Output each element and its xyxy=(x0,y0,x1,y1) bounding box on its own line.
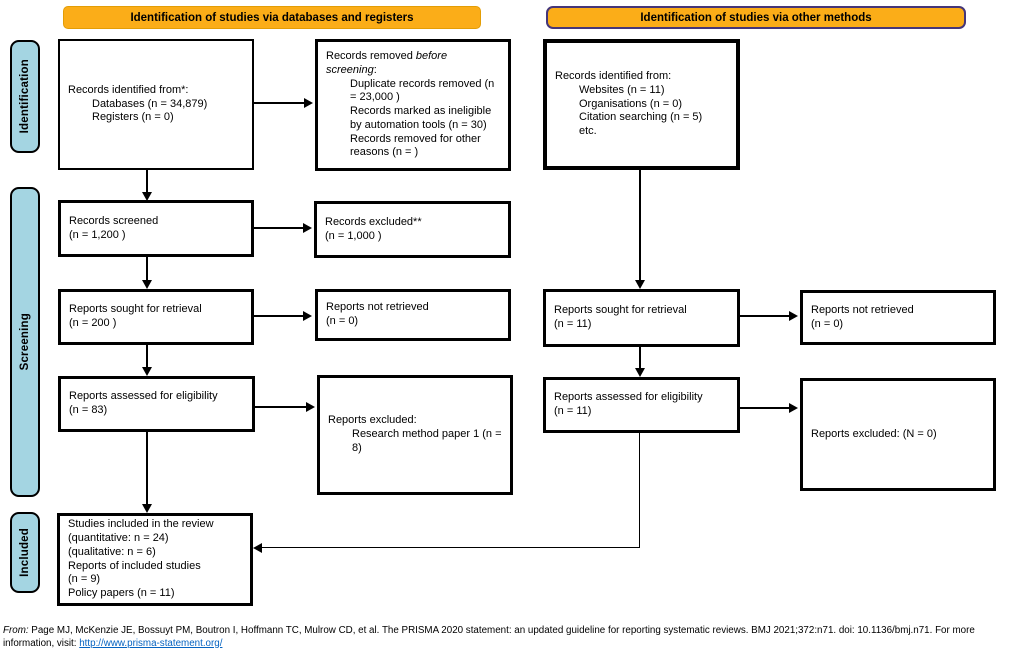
box-line: Reports sought for retrieval xyxy=(69,303,202,316)
box-line: Reports not retrieved xyxy=(326,301,429,314)
box-title: Records identified from: xyxy=(555,70,672,83)
box-line: Reports assessed for eligibility xyxy=(69,390,218,403)
reports-excluded-databases-box xyxy=(317,375,513,495)
studies-included-box xyxy=(57,513,253,606)
header-other-methods xyxy=(546,6,966,29)
box-item: Citation searching (n = 5) xyxy=(579,111,703,124)
arrow-line xyxy=(254,102,305,104)
reports-sought-retrieval-databases-box xyxy=(58,289,254,345)
records-identified-other-box xyxy=(543,39,740,170)
title-text: : xyxy=(373,63,377,76)
box-line: (quantitative: n = 24) xyxy=(68,532,169,544)
box-line: (n = 1,000 ) xyxy=(325,229,382,242)
box-item: Databases (n = 34,879) xyxy=(92,97,208,110)
records-excluded-box xyxy=(314,201,511,258)
box-line: Reports assessed for eligibility xyxy=(554,391,703,404)
box-line: Reports sought for retrieval xyxy=(554,304,687,317)
header-label: Identification of studies via databases and registers xyxy=(130,11,414,24)
box-line: (n = 83) xyxy=(69,404,108,416)
stage-label-screening xyxy=(10,187,40,497)
records-screened-box xyxy=(58,200,254,257)
arrow-line xyxy=(254,227,304,229)
box-item: Websites (n = 11) xyxy=(579,83,665,96)
box-item: Organisations (n = 0) xyxy=(579,97,683,110)
arrow-line xyxy=(254,315,304,317)
records-removed-before-screening-box xyxy=(315,39,511,171)
box-line: (n = 11) xyxy=(554,318,592,330)
box-line: (n = 200 ) xyxy=(69,317,117,329)
footer-citation-text: Page MJ, McKenzie JE, Bossuyt PM, Boutron I, Hoffmann TC, Mulrow CD, et al. The PRISMA 2020 statement: an updated guideline for reporting systematic reviews. BMJ 2021;372:n71. doi: 10.1136/bmj.n71. For more information, visit: xyxy=(3,625,975,649)
title-text: Records removed xyxy=(326,50,416,62)
box-item: Registers (n = 0) xyxy=(92,111,174,124)
box-line: (n = 0) xyxy=(326,315,359,327)
box-line: (n = 11) xyxy=(554,405,592,417)
arrow-head-right xyxy=(306,402,315,412)
arrow-head-down xyxy=(142,367,152,376)
box-line: Records screened xyxy=(69,214,159,227)
box-item: Records removed for other reasons (n = ) xyxy=(350,132,481,159)
arrow-head-right xyxy=(304,98,313,108)
reports-sought-retrieval-other-box xyxy=(543,289,740,347)
stage-label-text: Included xyxy=(19,528,31,577)
prisma-statement-link[interactable]: http://www.prisma-statement.org/ xyxy=(79,637,223,649)
box-line: Reports not retrieved xyxy=(811,303,914,316)
arrow-line xyxy=(639,347,641,369)
footer-from-label: From: xyxy=(3,625,29,636)
arrow-head-down xyxy=(142,504,152,513)
arrow-line xyxy=(740,407,790,409)
records-identified-databases-box xyxy=(58,39,254,170)
box-line: Records excluded** xyxy=(325,215,422,228)
arrow-line xyxy=(261,547,640,548)
reports-assessed-eligibility-databases-box xyxy=(58,376,255,432)
arrow-line xyxy=(639,170,641,281)
box-line: (qualitative: n = 6) xyxy=(68,545,156,558)
box-title: Records identified from*: xyxy=(68,83,189,96)
box-item: Duplicate records removed (n = 23,000 ) xyxy=(350,77,495,104)
box-item: etc. xyxy=(579,125,597,138)
box-item: Records marked as ineligible by automation tools (n = 30) xyxy=(350,105,492,131)
stage-label-included xyxy=(10,512,40,593)
stage-label-text: Identification xyxy=(19,59,31,134)
arrow-line xyxy=(146,170,148,193)
arrow-line xyxy=(146,345,148,368)
box-line: Reports of included studies xyxy=(68,559,201,572)
reports-excluded-other-box xyxy=(800,378,996,491)
box-title xyxy=(326,50,476,78)
box-line: (n = 0) xyxy=(811,317,844,330)
arrow-head-down xyxy=(142,280,152,289)
arrow-line xyxy=(639,432,640,548)
reports-not-retrieved-other-box xyxy=(800,290,996,345)
arrow-head-right xyxy=(789,311,798,321)
box-line: Policy papers (n = 11) xyxy=(68,587,175,599)
arrow-head-down xyxy=(635,280,645,289)
box-line: (n = 1,200 ) xyxy=(69,228,126,241)
box-line: Studies included in the review xyxy=(68,518,214,531)
arrow-head-right xyxy=(303,311,312,321)
title-italic-text: before screening xyxy=(326,50,448,76)
arrow-line xyxy=(255,406,307,408)
arrow-head-down xyxy=(142,192,152,201)
reports-assessed-eligibility-other-box xyxy=(543,377,740,433)
arrow-line xyxy=(146,257,148,281)
arrow-head-right xyxy=(789,403,798,413)
stage-label-text: Screening xyxy=(19,313,31,371)
header-label: Identification of studies via other methods xyxy=(640,11,872,24)
header-databases-registers xyxy=(63,6,481,29)
box-line: (n = 9) xyxy=(68,573,101,586)
arrow-head-right xyxy=(303,223,312,233)
reports-not-retrieved-databases-box xyxy=(315,289,511,341)
arrow-line xyxy=(740,315,790,317)
stage-label-identification xyxy=(10,40,40,153)
box-title: Reports excluded: xyxy=(328,414,417,427)
footer-citation xyxy=(3,625,1018,650)
arrow-head-left xyxy=(253,543,262,553)
box-item: Research method paper 1 (n = 8) xyxy=(352,428,502,454)
box-line: Reports excluded: (N = 0) xyxy=(811,427,937,440)
arrow-head-down xyxy=(635,368,645,377)
arrow-line xyxy=(146,432,148,505)
